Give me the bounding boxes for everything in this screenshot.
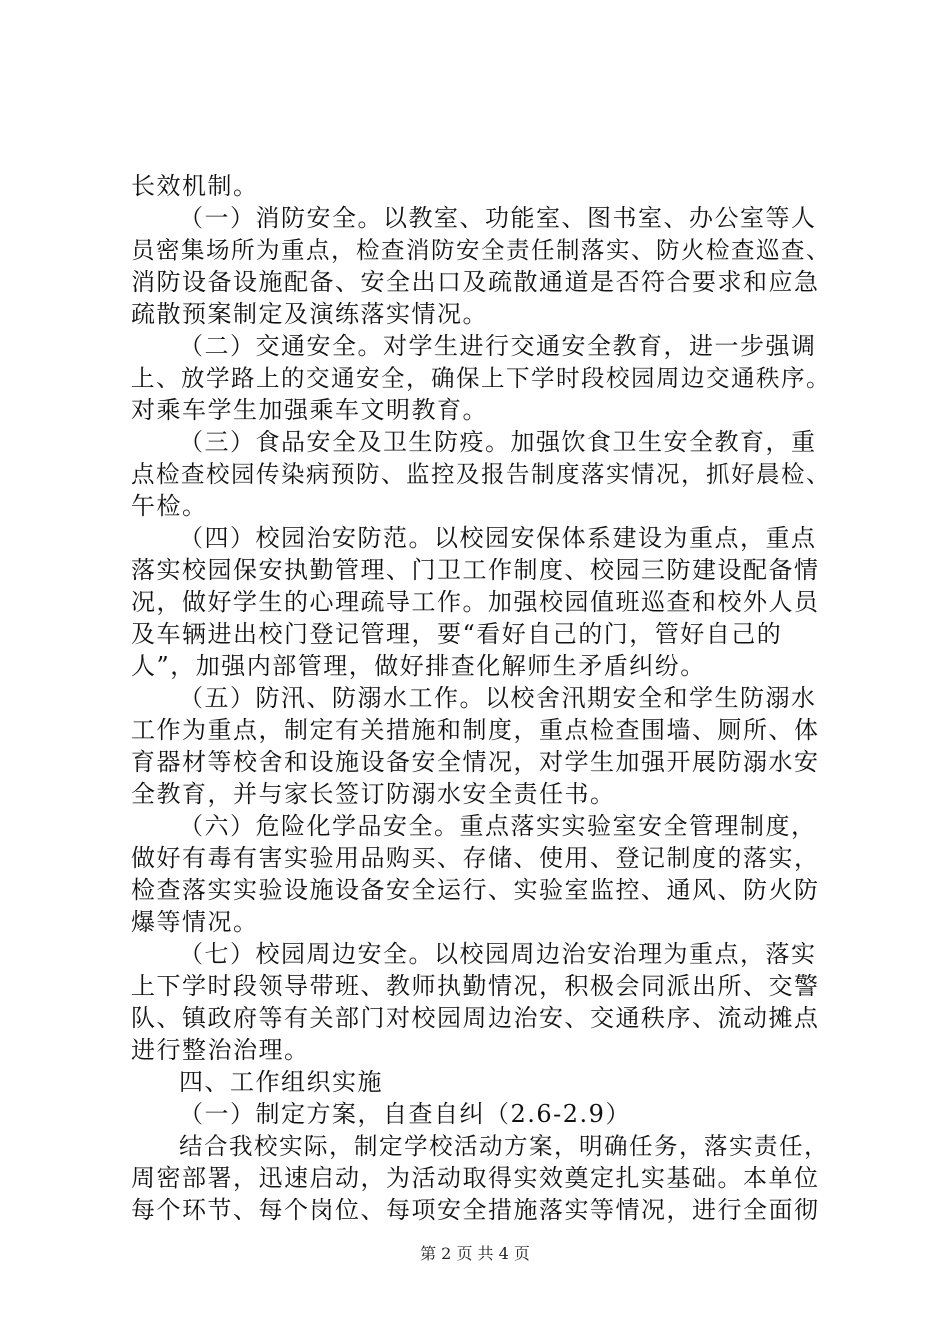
text-line: 及车辆进出校门登记管理，要“看好自己的门，管好自己的 <box>131 620 783 648</box>
text-line: 结合我校实际，制定学校活动方案，明确任务，落实责任， <box>179 1132 829 1160</box>
text-line: （一）消防安全。以教室、功能室、图书室、办公室等人 <box>179 204 817 232</box>
text-line: 全教育，并与家长签订防溺水安全责任书。 <box>131 780 616 808</box>
text-line: （三）食品安全及卫生防疫。加强饮食卫生安全教育，重 <box>179 428 817 456</box>
text-line: 每个环节、每个岗位、每项安全措施落实等情况，进行全面彻 <box>131 1196 820 1224</box>
text-line: （七）校园周边安全。以校园周边治安治理为重点，落实 <box>179 940 817 968</box>
text-line: 进行整治治理。 <box>131 1036 310 1064</box>
document-body <box>131 170 831 1226</box>
text-line: 周密部署，迅速启动，为活动取得实效奠定扎实基础。本单位 <box>131 1164 820 1192</box>
text-line: 午检。 <box>131 492 208 520</box>
text-line: 工作为重点，制定有关措施和制度，重点检查围墙、厕所、体 <box>131 716 820 744</box>
text-line: 况，做好学生的心理疏导工作。加强校园值班巡查和校外人员 <box>131 588 820 616</box>
text-line: 做好有毒有害实验用品购买、存储、使用、登记制度的落实， <box>131 844 820 872</box>
text-line: 队、镇政府等有关部门对校园周边治安、交通秩序、流动摊点 <box>131 1004 820 1032</box>
text-line: 消防设备设施配备、安全出口及疏散通道是否符合要求和应急 <box>131 268 820 296</box>
page-footer: 第 2 页 共 4 页 <box>420 1244 530 1263</box>
text-line: 育器材等校舍和设施设备安全情况，对学生加强开展防溺水安 <box>131 748 820 776</box>
text-line: 上、放学路上的交通安全，确保上下学时段校园周边交通秩序。 <box>131 364 831 392</box>
text-line: （二）交通安全。对学生进行交通安全教育，进一步强调 <box>179 332 817 360</box>
text-line: 爆等情况。 <box>131 908 259 936</box>
text-line: （四）校园治安防范。以校园安保体系建设为重点，重点 <box>179 524 817 552</box>
text-line: 四、工作组织实施 <box>179 1068 383 1096</box>
text-line: 点检查校园传染病预防、监控及报告制度落实情况，抓好晨检、 <box>131 460 831 488</box>
text-line: 长效机制。 <box>131 172 259 200</box>
text-line: 上下学时段领导带班、教师执勤情况，积极会同派出所、交警 <box>131 972 820 1000</box>
text-line: 检查落实实验设施设备安全运行、实验室监控、通风、防火防 <box>131 876 820 904</box>
text-line: 落实校园保安执勤管理、门卫工作制度、校园三防建设配备情 <box>131 556 820 584</box>
text-line: 对乘车学生加强乘车文明教育。 <box>131 396 488 424</box>
text-line: 人”，加强内部管理，做好排查化解师生矛盾纠纷。 <box>131 652 706 680</box>
text-line: 员密集场所为重点，检查消防安全责任制落实、防火检查巡查、 <box>131 236 831 264</box>
text-line: 疏散预案制定及演练落实情况。 <box>131 300 488 328</box>
text-line: （六）危险化学品安全。重点落实实验室安全管理制度， <box>179 812 817 840</box>
text-line: （五）防汛、防溺水工作。以校舍汛期安全和学生防溺水 <box>179 684 817 712</box>
text-line: （一）制定方案，自查自纠（2.6-2.9） <box>179 1100 631 1128</box>
